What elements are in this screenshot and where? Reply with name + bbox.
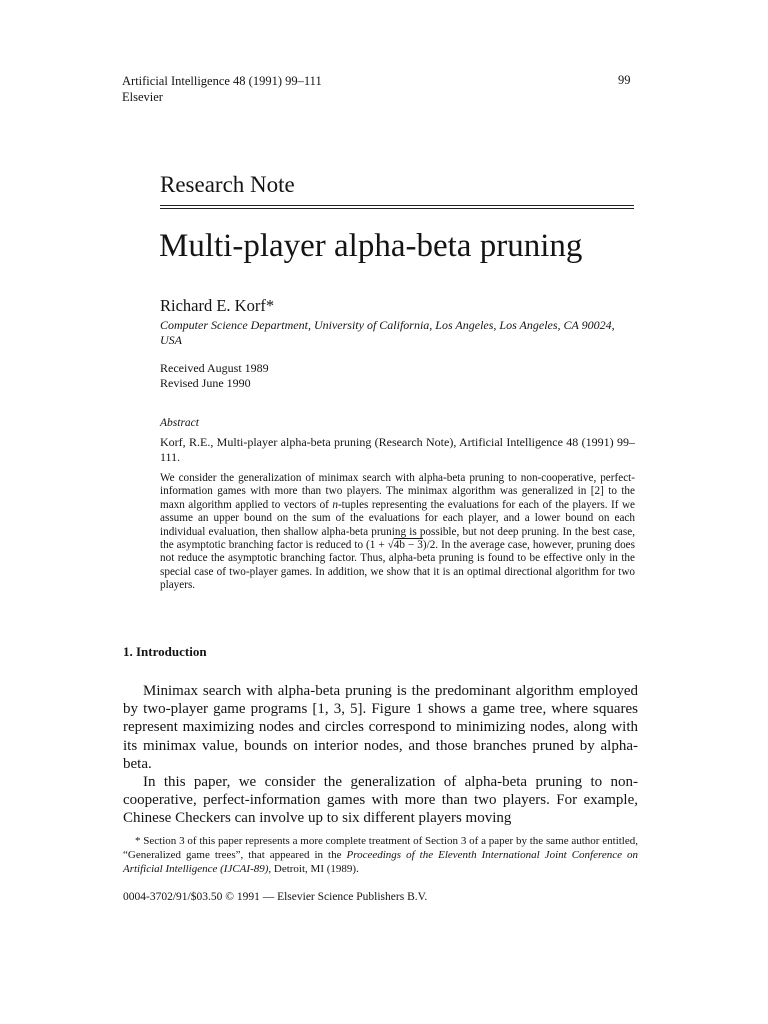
abstract-variable: n (332, 498, 338, 511)
abstract-text: We consider the generalization of minimax search with alpha-beta pruning to non-cooperative, perfect-information games with more than two players. The minimax algorithm was generalized in [2] to the maxn algorithm applied to vectors of (160, 472, 635, 511)
footnote-text: , Detroit, MI (1989). (268, 863, 359, 875)
abstract-text: -tuples representing the evaluations for each of the players. If we assume an upper bound on the sum of the evaluations for each player, and a lower bound on each individual evaluation, then shallow alpha-beta pruning is possible, but not deep pruning. In the best case, the asymptotic branching factor is reduced to (1 + √ (160, 498, 635, 552)
footnote (123, 834, 638, 876)
revised-date: Revised June 1990 (160, 376, 251, 390)
footnote-text: * Section 3 of this paper represents a more complete treatment of Section 3 of a paper by the same author entitled, “Generalized game trees”, that appeared in the (123, 835, 638, 861)
publisher: Elsevier (122, 90, 163, 104)
intro-paragraph: Minimax search with alpha-beta pruning is the predominant algorithm employed by two-player game programs [1, 3, 5]. Figure 1 shows a game tree, where squares represent maximizing nodes and circles correspond to minimizing nodes, along with its minimax value, bounds on interior nodes, and those branches pruned by alpha-beta. (123, 683, 638, 772)
journal-citation: Artificial Intelligence 48 (1991) 99–111 (122, 74, 322, 88)
section-heading: 1. Introduction (123, 644, 207, 659)
received-date: Received August 1989 (160, 361, 269, 375)
abstract-body (160, 472, 635, 593)
journal-info (122, 73, 322, 105)
intro-text (123, 682, 638, 828)
submission-dates (160, 361, 269, 391)
abstract-citation: Korf, R.E., Multi-player alpha-beta pruning (Research Note), Artificial Intelligence 48 (1991) 99–111. (160, 435, 635, 464)
section-kind: Research Note (160, 172, 295, 197)
page-number: 99 (618, 73, 631, 87)
intro-paragraph: In this paper, we consider the generalization of alpha-beta pruning to non-cooperative, perfect-information games with more than two players. For example, Chinese Checkers can involve up to six different players moving (123, 774, 638, 827)
abstract-label: Abstract (160, 417, 199, 429)
footnote-venue: Proceedings of the Eleventh International Joint Conference on Artificial Intelligence (IJCAI-89) (123, 849, 638, 875)
copyright-imprint: 0004-3702/91/$03.50 © 1991 — Elsevier Science Publishers B.V. (123, 891, 428, 903)
paper-title: Multi-player alpha-beta pruning (159, 228, 583, 264)
title-rule (160, 208, 634, 209)
author-affiliation: Computer Science Department, University of California, Los Angeles, Los Angeles, CA 90024, USA (160, 318, 615, 347)
radicand: 4b − 3 (393, 539, 423, 552)
author-name: Richard E. Korf* (160, 296, 275, 315)
title-rule (160, 205, 634, 206)
abstract-text: )/2. In the average case, however, pruning does not reduce the asymptotic branching factor. Thus, alpha-beta pruning is found to be effective only in the special case of two-player games. In addition, we show that it is an optimal directional algorithm for two players. (160, 539, 635, 592)
